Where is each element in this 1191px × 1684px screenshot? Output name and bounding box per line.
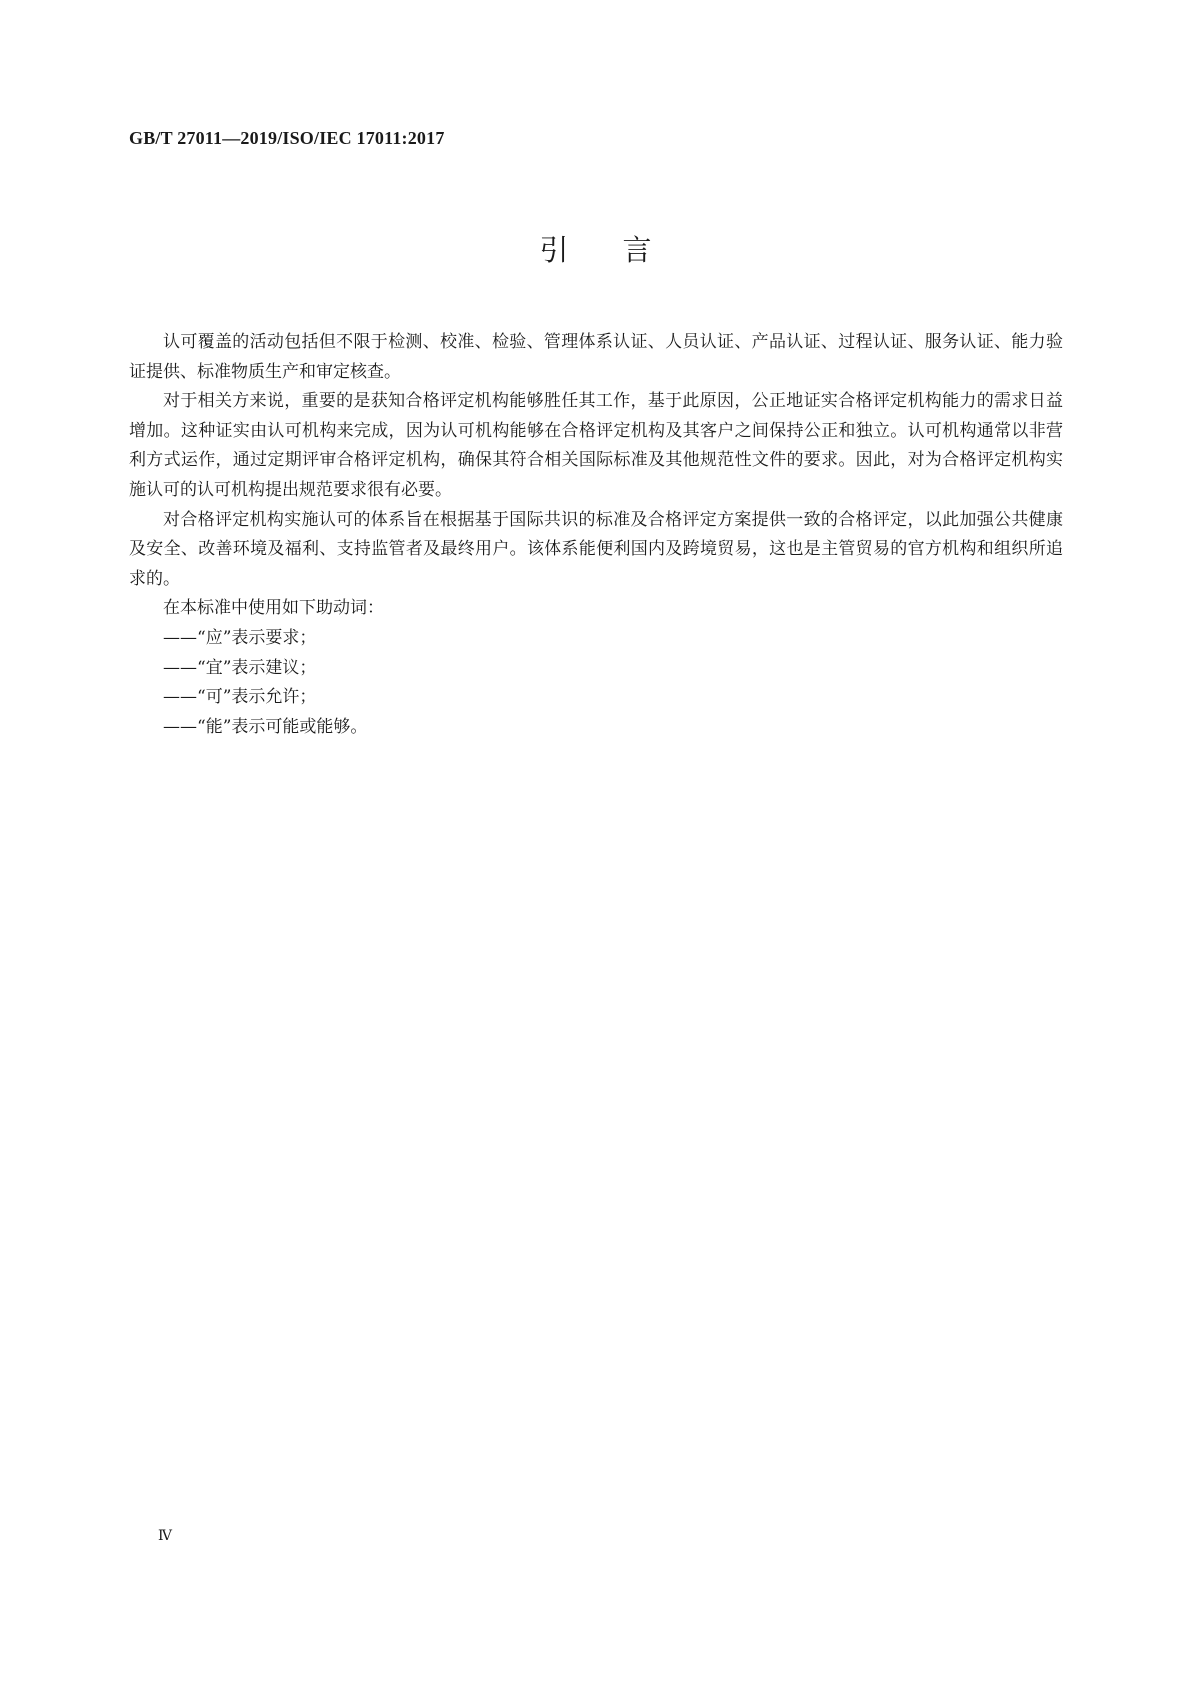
list-item-should: ——“宜”表示建议；	[163, 657, 317, 678]
list-item-can: ——“能”表示可能或能够。	[163, 716, 368, 737]
section-title: 引言	[539, 233, 706, 267]
paragraph-accreditation-system: 对合格评定机构实施认可的体系旨在根据基于国际共识的标准及合格评定方案提供一致的合格评定，以此加强公共健康及安全、改善环境及福利、支持监管者及最终用户。该体系能便利国内及跨境贸易，这也是主管贸易的官方机构和组织所追求的。	[129, 509, 1063, 589]
list-item-may: ——“可”表示允许；	[163, 687, 317, 708]
paragraph-accreditation-scope: 认可覆盖的活动包括但不限于检测、校准、检验、管理体系认证、人员认证、产品认证、过程认证、服务认证、能力验证提供、标准物质生产和审定核查。	[129, 332, 1063, 382]
page-number: Ⅳ	[158, 1529, 172, 1544]
paragraph-need-for-accreditation: 对于相关方来说，重要的是获知合格评定机构能够胜任其工作，基于此原因，公正地证实合格评定机构能力的需求日益增加。这种证实由认可机构来完成，因为认可机构能够在合格评定机构及其客户之间保持公正和独立。认可机构通常以非营利方式运作，通过定期评审合格评定机构，确保其符合相关国际标准及其他规范性文件的要求。因此，对为合格评定机构实施认可的认可机构提出规范要求很有必要。	[129, 391, 1063, 500]
paragraph-verb-forms-intro: 在本标准中使用如下助动词：	[163, 598, 384, 619]
list-item-shall: ——“应”表示要求；	[163, 627, 317, 648]
document-body	[129, 328, 1063, 742]
standard-identifier: GB/T 27011—2019/ISO/IEC 17011:2017	[129, 128, 445, 148]
